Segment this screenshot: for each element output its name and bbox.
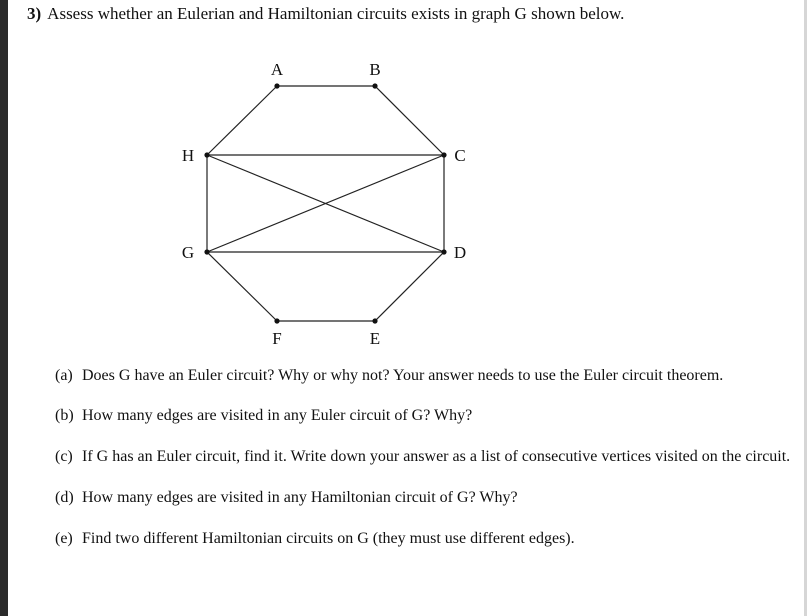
vertex-H xyxy=(204,152,209,157)
vertex-B xyxy=(372,83,377,88)
part-letter: (a) xyxy=(55,367,73,384)
part-c xyxy=(55,447,795,467)
vertex-label-H: H xyxy=(181,146,195,165)
part-e xyxy=(55,529,795,549)
part-text: Does G have an Euler circuit? Why or why not? Your answer needs to use the Euler circuit theorem. xyxy=(82,367,724,384)
edge-H-A xyxy=(207,86,277,155)
vertex-C xyxy=(441,152,446,157)
vertex-D xyxy=(441,249,446,254)
part-a xyxy=(55,366,795,386)
part-text: How many edges are visited in any Hamiltonian circuit of G? Why? xyxy=(82,489,518,506)
edge-F-G xyxy=(207,252,277,321)
part-d xyxy=(55,488,795,508)
part-text: Find two different Hamiltonian circuits on G (they must use different edges). xyxy=(82,530,575,547)
edge-D-E xyxy=(375,252,444,321)
vertex-label-A: A xyxy=(270,60,284,79)
vertex-G xyxy=(204,249,209,254)
part-letter: (e) xyxy=(55,530,73,547)
vertex-label-G: G xyxy=(181,243,195,262)
graph-edges xyxy=(207,86,444,321)
vertex-F xyxy=(274,318,279,323)
vertex-label-B: B xyxy=(369,60,381,79)
part-text: If G has an Euler circuit, find it. Write down your answer as a list of consecutive vertices visited on the circuit. xyxy=(82,448,791,465)
vertex-A xyxy=(274,83,279,88)
part-b xyxy=(55,406,795,426)
edge-B-C xyxy=(375,86,444,155)
vertex-label-D: D xyxy=(453,243,467,262)
question-number: 3) xyxy=(27,4,42,23)
part-letter: (c) xyxy=(55,448,73,465)
vertex-label-C: C xyxy=(454,146,466,165)
sub-questions xyxy=(55,366,795,549)
vertex-label-E: E xyxy=(369,329,381,348)
vertex-label-F: F xyxy=(272,329,282,348)
part-text: How many edges are visited in any Euler circuit of G? Why? xyxy=(82,407,473,424)
question-text: Assess whether an Eulerian and Hamiltonian circuits exists in graph G shown below. xyxy=(47,4,625,23)
vertex-E xyxy=(372,318,377,323)
part-letter: (b) xyxy=(55,407,74,424)
part-letter: (d) xyxy=(55,489,74,506)
